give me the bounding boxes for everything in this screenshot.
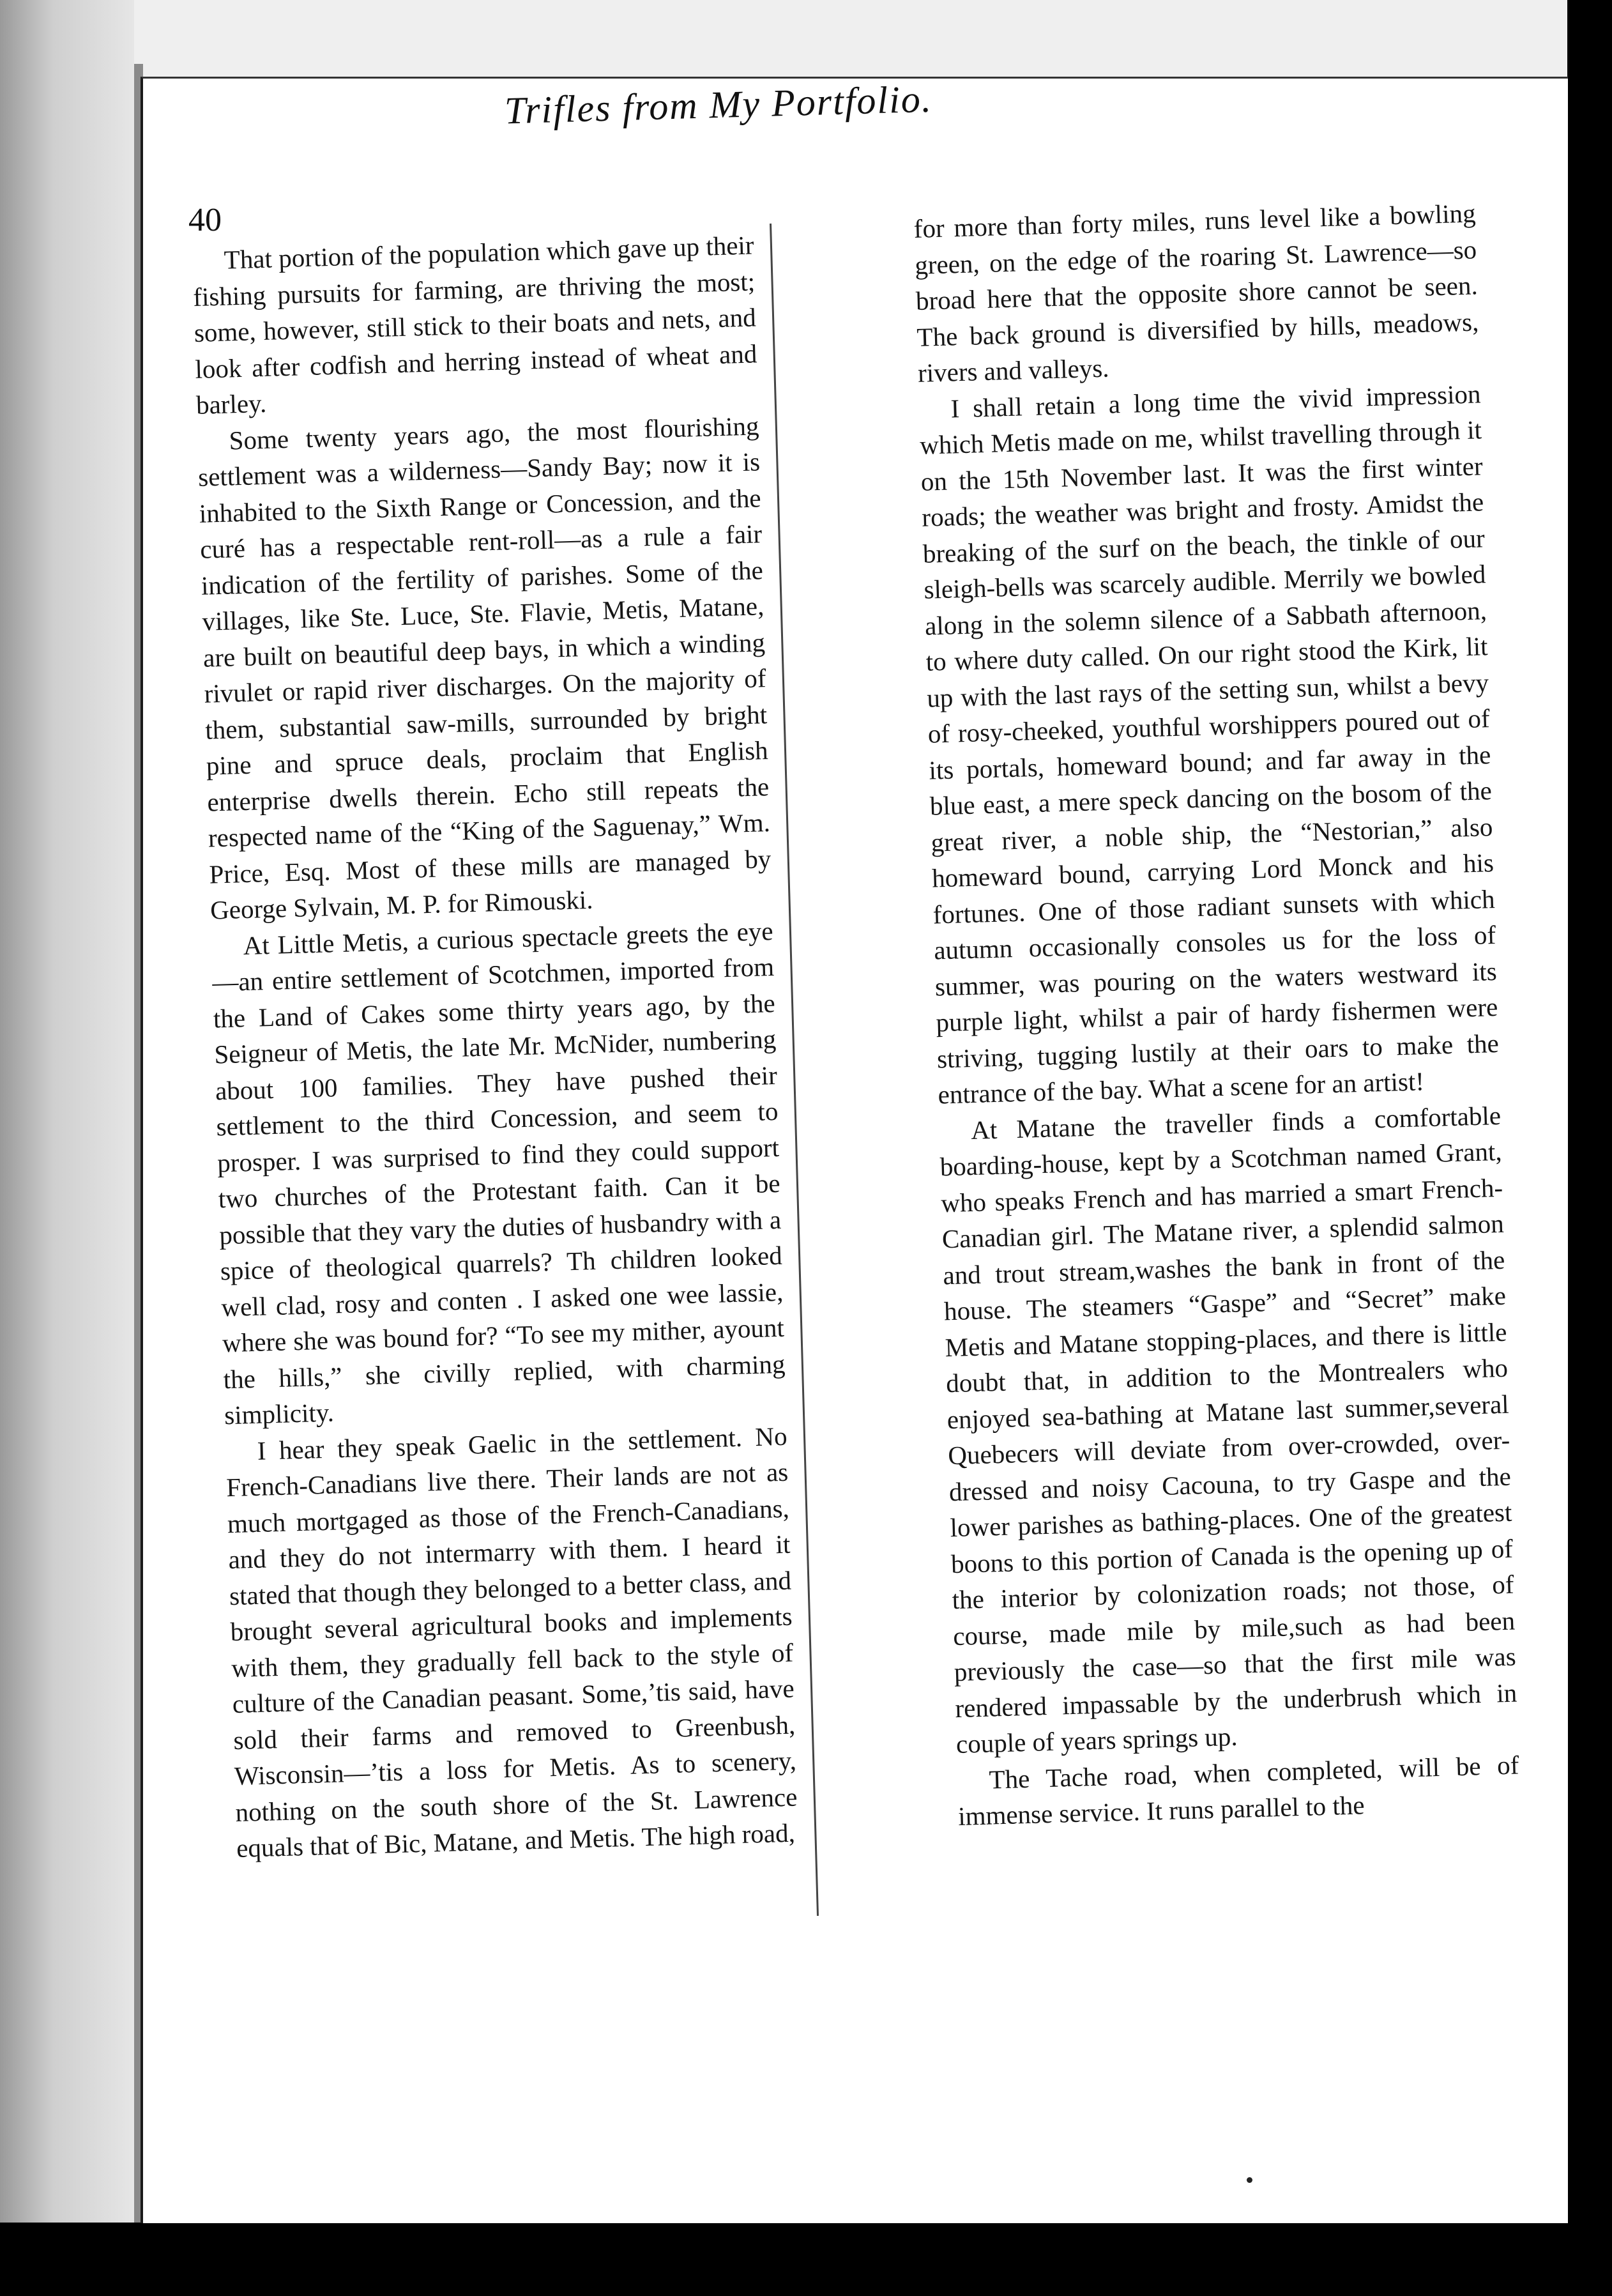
ink-speck: [1247, 2177, 1252, 2183]
paragraph: I hear they speak Gaelic in the settlement. No French-Canadians live there. Their lands are not as much mortgaged as those of the French-Canadians, and they do not intermarry with them. I heard it stated that though they belonged to a better class, and brought several agricultural books and implements with them, they gradually fell back to the style of culture of the Canadian peasant. Some,’tis said, have sold their farms and removed to Greenbush, Wisconsin—’tis a loss for Metis. As to scenery, nothing on the south shore of the St. Lawrence equals that of Bic, Matane, and Metis. The high road,: [225, 1421, 798, 1864]
paragraph: At Little Metis, a curious spectacle greets the eye—an entire settlement of Scotchmen, imported from the Land of Cakes some thirty years ago, by the Seigneur of Metis, the late Mr. McNider, numbering about 100 families. They have pushed their settlement to the third Concession, and seem to prosper. I was surprised to find they could support two churches of the Protestant faith. Can it be possible that they vary the duties of husbandry with a spice of theological quarrels? Th children looked well clad, rosy and conten . I asked one wee lassie, where she was bound for? “To see my mither, ayount the hills,” she civilly replied, with charming simplicity.: [211, 915, 786, 1430]
paragraph: Some twenty years ago, the most flourishing settlement was a wilderness—Sandy Bay; now it is inhabited to the Sixth Range or Concession, and the curé has a respectable rent-roll—as a rule a fair indication of the fertility of parishes. Some of the villages, like Ste. Luce, Ste. Flavie, Metis, Matane, are built on beautiful deep bays, in which a winding rivulet or rapid river discharges. On the majority of them, substantial saw-mills, surrounded by bright pine and spruce deals, proclaim that English enterprise dwells therein. Echo still repeats the respected name of the “King of the Saguenay,” Wm. Price, Esq. Most of these mills are managed by George Sylvain, M. P. for Rimouski.: [197, 410, 772, 925]
scan-border-bottom: [0, 2223, 1612, 2296]
right-column: [913, 195, 1521, 1834]
paragraph: The Tache road, when completed, will be of immense service. It runs parallel to the: [957, 1749, 1519, 1832]
left-column: [192, 227, 799, 1866]
paragraph: That portion of the population which gave up their fishing pursuits for farming, are thriving the most; some, however, still stick to their boats and nets, and look after codfish and herring instead of wheat and barley.: [192, 230, 757, 420]
running-head: Trifles from My Portfolio.: [504, 77, 933, 132]
paragraph: I shall retain a long time the vivid impression which Metis made on me, whilst travelling through it on the 15th November last. It was the first winter roads; the weather was bright and frosty. Amidst the breaking of the surf on the beach, the tinkle of our sleigh-bells was scarcely audible. Merrily we bowled along in the solemn silence of a Sabbath afternoon, to where duty called. On our right stood the Kirk, lit up with the last rays of the setting sun, whilst a bevy of rosy-cheeked, youthful worshippers poured out of its portals, homeward bound; and far away in the blue east, a mere speck dancing on the bosom of the great river, a noble ship, the “Nestorian,” also homeward bound, carrying Lord Monck and his fortunes. One of those radiant sunsets with which autumn occasionally consoles us for the loss of summer, was pouring on the waters westward its purple light, whilst a pair of hardy fishermen were striving, tugging lustily at their oars to make the entrance of the bay. What a scene for an artist!: [919, 378, 1500, 1110]
page-number: 40: [188, 202, 222, 238]
paragraph: for more than forty miles, runs level like a bowling green, on the edge of the roaring St. Lawrence—so broad here that the opposite shore cannot be seen. The back ground is diversified by hills, meadows, rivers and valleys.: [913, 198, 1479, 388]
book-spine-edge: [0, 0, 134, 2296]
paragraph: At Matane the traveller finds a comfortable boarding-house, kept by a Scotchman named Grant, who speaks French and has married a smart French-Canadian girl. The Matane river, a splendid salmon and trout stream,washes the bank in front of the house. The steamers “Gaspe” and “Secret” make Metis and Matane stopping-places, and there is little doubt that, in addition to the Montrealers who enjoyed sea-bathing at Matane last summer,several Quebecers will deviate from over-crowded, over-dressed and noisy Cacouna, to try Gaspe and the lower parishes as bathing-places. One of the greatest boons to this portion of Canada is the opening up of the interior by colonization roads; not those, of course, made mile by mile,such as had been previously the case—so that the first mile was rendered impassable by the underbrush which in couple of years springs up.: [939, 1100, 1517, 1759]
scan-border-right: [1567, 0, 1612, 2296]
